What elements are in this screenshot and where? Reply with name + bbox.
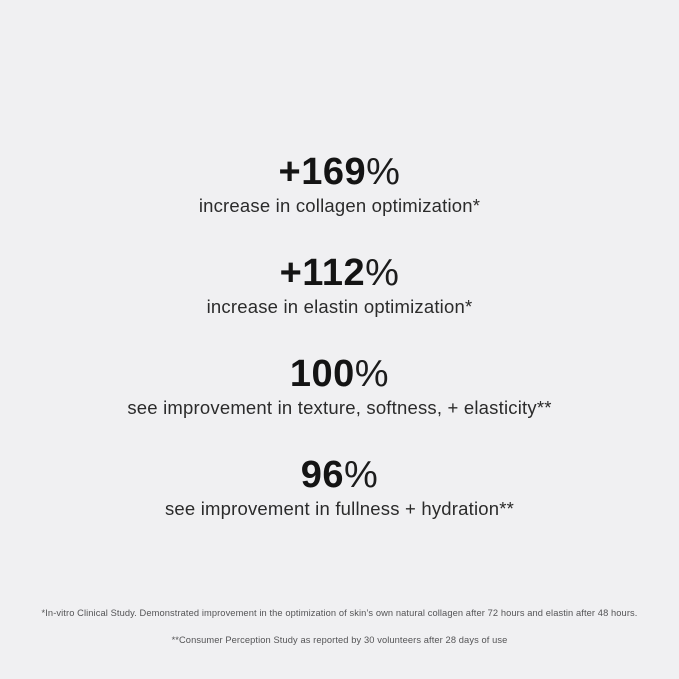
stats-section	[0, 153, 679, 557]
stat-value	[0, 254, 679, 292]
stat-value	[0, 153, 679, 191]
stat-value-number: +169	[278, 151, 367, 193]
stat-value-percent: %	[354, 353, 390, 395]
stat-value-number: +112	[279, 252, 366, 294]
footnotes-section	[0, 606, 679, 647]
stat-item-fullness	[0, 456, 679, 519]
stat-label: see improvement in fullness + hydration**	[164, 498, 515, 519]
footnote-clinical-study: *In-vitro Clinical Study. Demonstrated improvement in the optimization of skin’s own natural collagen after 72 hours and elastin after 48 hours.	[41, 608, 638, 618]
stat-value-number: 96	[300, 454, 344, 496]
stat-value-percent: %	[365, 252, 400, 294]
stat-item-collagen	[0, 153, 679, 216]
stat-label: increase in elastin optimization*	[206, 296, 473, 317]
stat-item-texture	[0, 355, 679, 418]
stat-value-number: 100	[289, 353, 355, 395]
stat-value-percent: %	[366, 151, 401, 193]
stat-value-percent: %	[343, 454, 379, 496]
footnote-consumer-study: **Consumer Perception Study as reported by 30 volunteers after 28 days of use	[171, 635, 508, 645]
stat-value	[0, 355, 679, 393]
stat-label: see improvement in texture, softness, + elasticity**	[127, 397, 552, 418]
stat-value	[0, 456, 679, 494]
stat-item-elastin	[0, 254, 679, 317]
stat-label: increase in collagen optimization*	[198, 195, 481, 216]
